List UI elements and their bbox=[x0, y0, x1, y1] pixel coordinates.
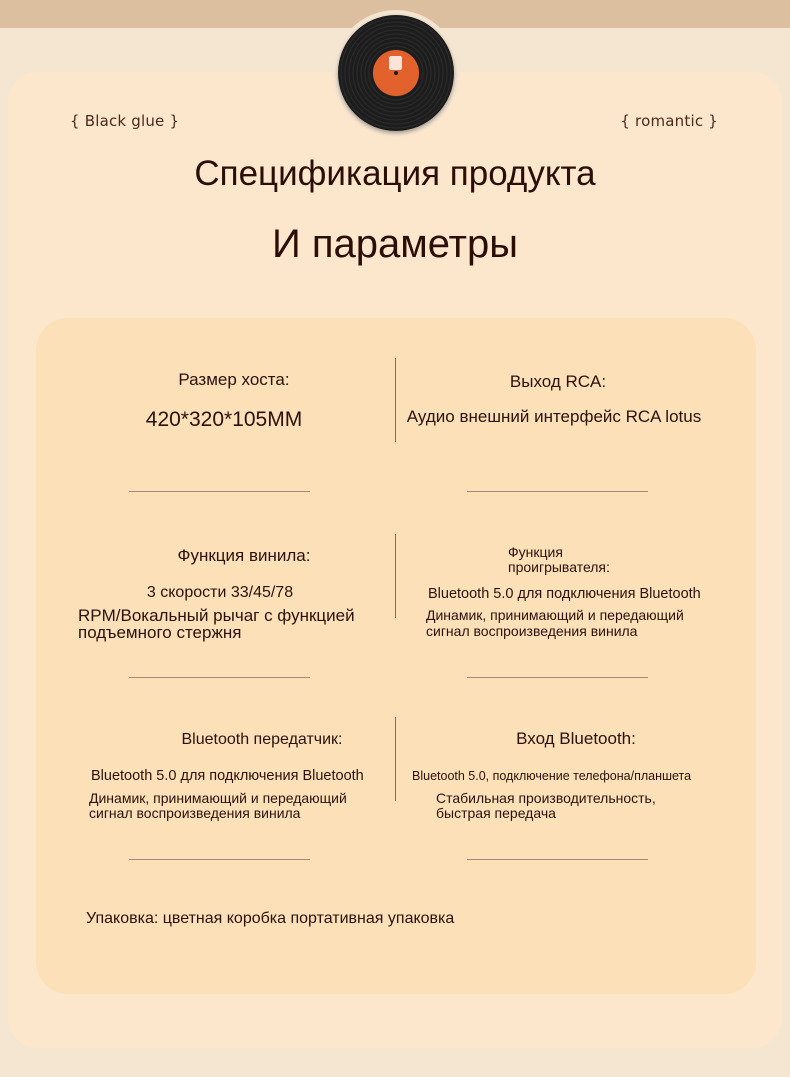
tag-romantic: { romantic } bbox=[620, 112, 718, 130]
page-subtitle: И параметры bbox=[272, 222, 518, 266]
player-function-label-1: Функция bbox=[508, 544, 563, 560]
vinyl-function-value-2: RPM/Вокальный рычаг с функцией bbox=[78, 606, 355, 625]
divider-vertical-1 bbox=[395, 358, 396, 442]
bluetooth-transmitter-value-3: сигнал воспроизведения винила bbox=[89, 805, 301, 821]
player-function-value-1: Bluetooth 5.0 для подключения Bluetooth bbox=[428, 586, 701, 602]
tag-black-glue: { Black glue } bbox=[70, 112, 180, 130]
divider-horizontal-1-right bbox=[467, 491, 648, 492]
divider-vertical-2 bbox=[395, 534, 396, 618]
bluetooth-transmitter-value-1: Bluetooth 5.0 для подключения Bluetooth bbox=[91, 768, 364, 784]
divider-horizontal-2-left bbox=[129, 677, 310, 678]
divider-horizontal-3-left bbox=[129, 859, 310, 860]
host-size-label: Размер хоста: bbox=[178, 370, 290, 389]
rca-output-value: Аудио внешний интерфейс RCA lotus bbox=[406, 407, 702, 426]
divider-horizontal-3-right bbox=[467, 859, 648, 860]
record-label bbox=[373, 50, 419, 96]
player-function-value-2: Динамик, принимающий и передающий bbox=[426, 607, 684, 623]
vinyl-function-label: Функция винила: bbox=[177, 546, 311, 565]
bluetooth-input-label: Вход Bluetooth: bbox=[516, 729, 636, 748]
vinyl-record-icon bbox=[338, 15, 454, 131]
host-size-value: 420*320*105MM bbox=[145, 408, 303, 431]
player-function-value-3: сигнал воспроизведения винила bbox=[426, 623, 638, 639]
vinyl-function-value-3: подъемного стержня bbox=[78, 623, 242, 642]
packing-info: Упаковка: цветная коробка портативная упаковка bbox=[86, 910, 455, 927]
bluetooth-transmitter-label: Bluetooth передатчик: bbox=[181, 731, 343, 748]
divider-horizontal-1-left bbox=[129, 491, 310, 492]
bluetooth-input-value-1: Bluetooth 5.0, подключение телефона/планшета bbox=[412, 769, 692, 783]
bluetooth-input-value-2: Стабильная производительность, bbox=[436, 790, 656, 806]
rca-output-label: Выход RCA: bbox=[509, 372, 607, 391]
divider-vertical-3 bbox=[395, 717, 396, 801]
bluetooth-input-value-3: быстрая передача bbox=[436, 805, 556, 821]
record-hole bbox=[394, 71, 398, 75]
player-function-label-2: проигрывателя: bbox=[508, 559, 610, 575]
page-title: Спецификация продукта bbox=[194, 154, 596, 193]
vinyl-function-value-1: 3 скорости 33/45/78 bbox=[146, 584, 294, 601]
bluetooth-transmitter-value-2: Динамик, принимающий и передающий bbox=[89, 790, 347, 806]
record-logo-icon bbox=[389, 56, 402, 70]
divider-horizontal-2-right bbox=[467, 677, 648, 678]
